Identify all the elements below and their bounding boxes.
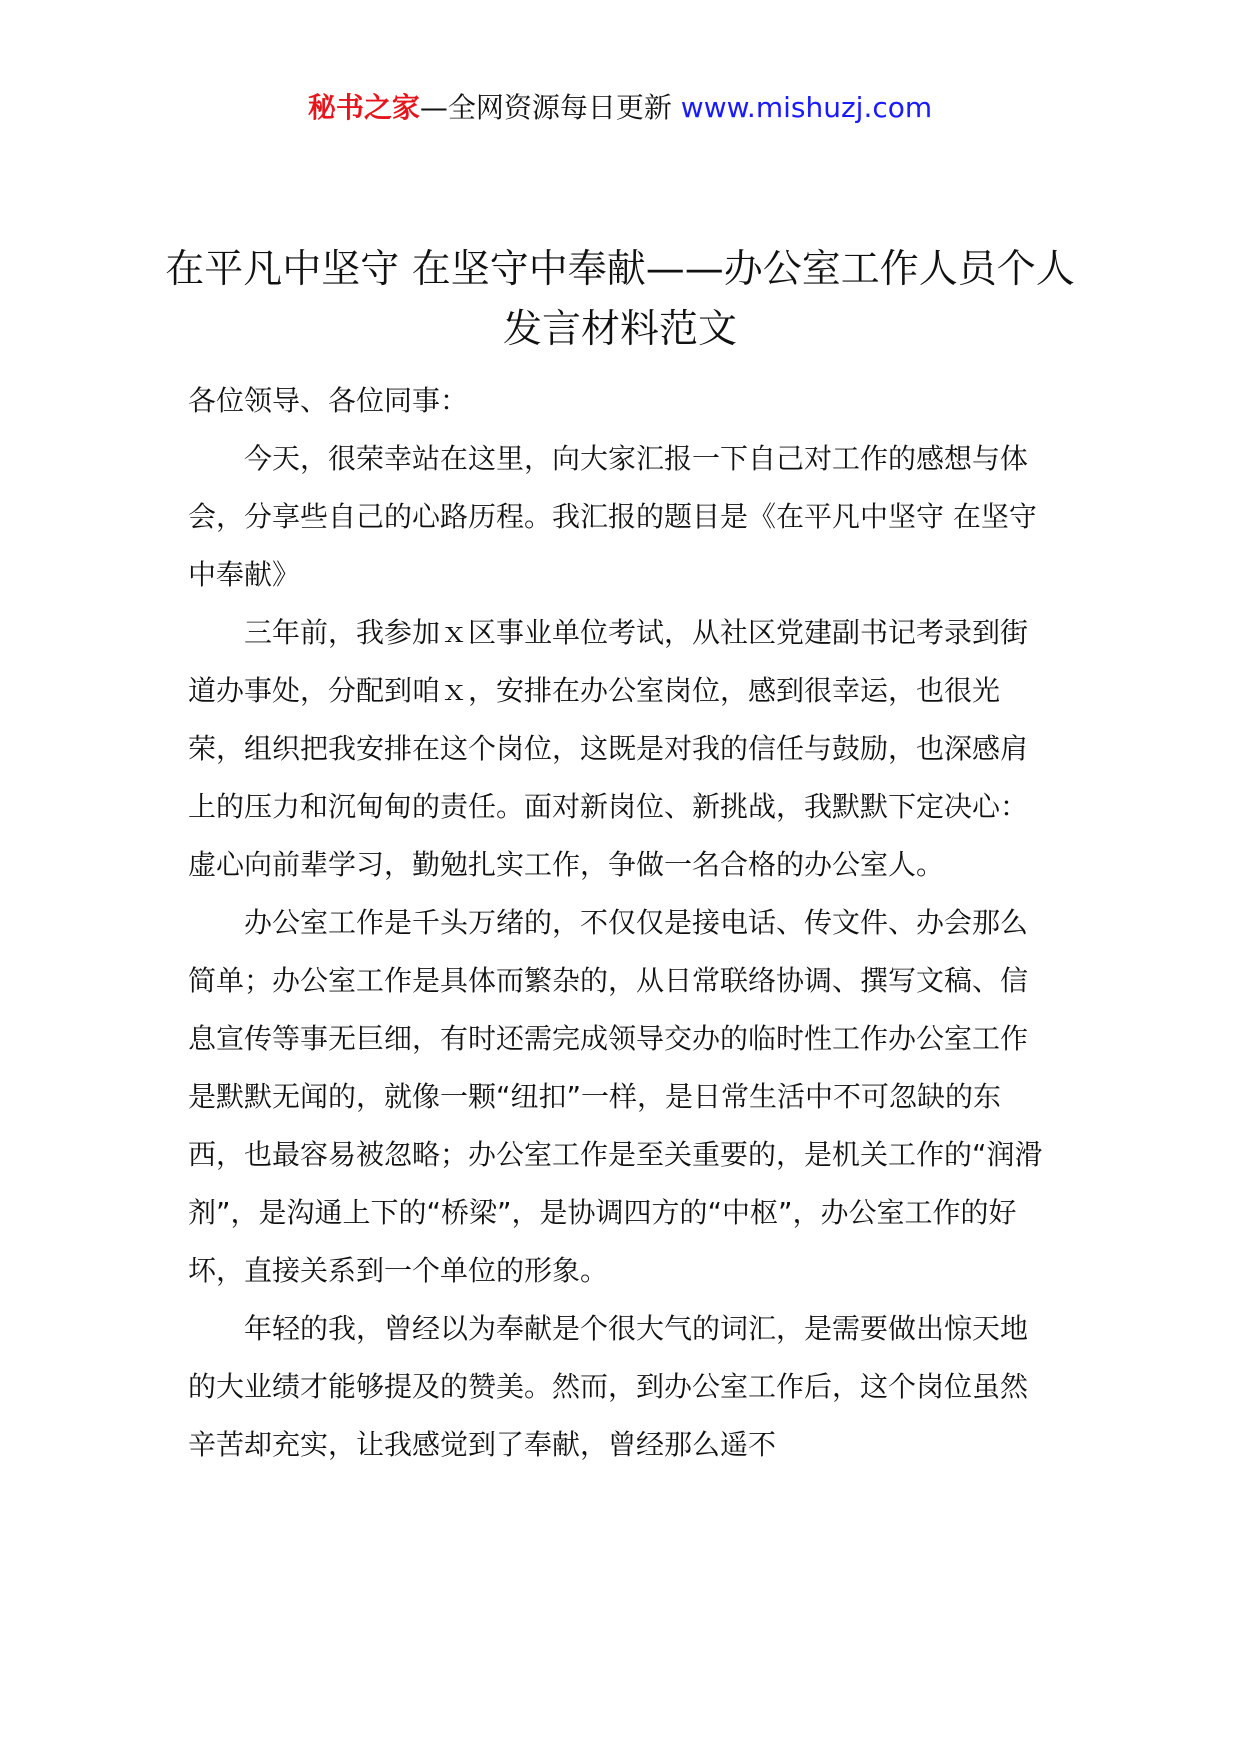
site-url-link[interactable]: www.mishuzj.com xyxy=(680,91,933,124)
paragraph-4: 年轻的我，曾经以为奉献是个很大气的词汇，是需要做出惊天地的大业绩才能够提及的赞美。然而，到办公室工作后，这个岗位虽然辛苦却充实，让我感觉到了奉献，曾经那么遥不 xyxy=(188,1312,1029,1461)
document-title: 在平凡中坚守 在坚守中奉献——办公室工作人员个人发言材料范文 xyxy=(165,247,1075,352)
paragraph-1: 今天，很荣幸站在这里，向大家汇报一下自己对工作的感想与体会，分享些自己的心路历程。我汇报的题目是《在平凡中坚守 在坚守中奉献》 xyxy=(188,442,1037,591)
salutation: 各位领导、各位同事： xyxy=(188,384,469,417)
paragraph-2: 三年前，我参加ｘ区事业单位考试，从社区党建副书记考录到街道办事处，分配到咱ｘ，安排在办公室岗位，感到很幸运，也很光荣，组织把我安排在这个岗位，这既是对我的信任与鼓励，也深感肩上的压力和沉甸甸的责任。面对新岗位、新挑战，我默默下定决心：虚心向前辈学习，勤勉扎实工作，争做一名合格的办公室人。 xyxy=(188,616,1029,881)
document-body xyxy=(188,372,1050,1474)
site-header xyxy=(0,88,1240,128)
site-brand: 秘书之家 xyxy=(307,91,420,124)
paragraph-3: 办公室工作是千头万绪的，不仅仅是接电话、传文件、办会那么简单；办公室工作是具体而繁杂的，从日常联络协调、撰写文稿、信息宣传等事无巨细，有时还需完成领导交办的临时性工作办公室工作是默默无闻的，就像一颗“纽扣”一样，是日常生活中不可忽缺的东西，也最容易被忽略；办公室工作是至关重要的，是机关工作的“润滑剂”，是沟通上下的“桥梁”，是协调四方的“中枢”，办公室工作的好坏，直接关系到一个单位的形象。 xyxy=(188,906,1043,1287)
site-tagline: —全网资源每日更新 xyxy=(419,91,672,124)
